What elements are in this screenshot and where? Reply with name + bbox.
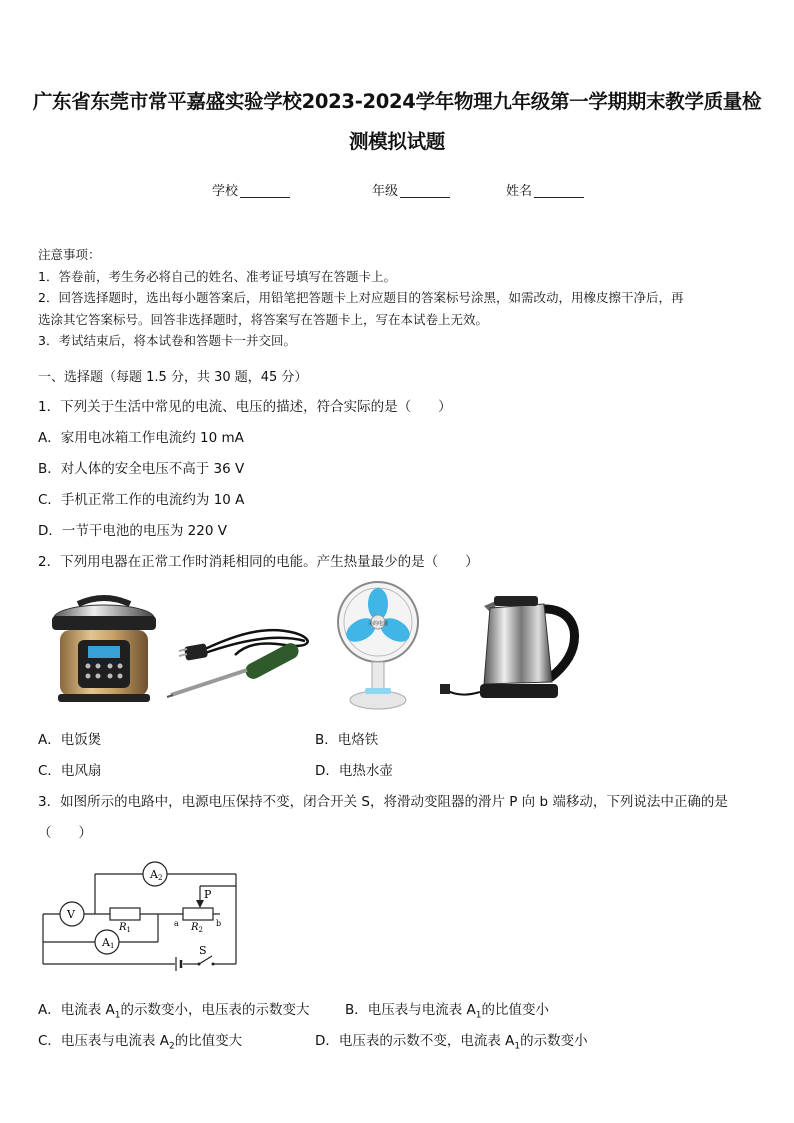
q3-option-d: D．电压表的示数不变，电流表 $A_1$的示数变小	[315, 1033, 588, 1052]
q1-option-c: C．手机正常工作的电流约为 10 A	[38, 492, 245, 508]
notes-heading: 注意事项：	[38, 247, 101, 262]
switch-s-label: S	[199, 944, 207, 957]
terminal-b-label: b	[216, 919, 222, 928]
section-heading: 一、选择题（每题 1.5 分，共 30 题，45 分）	[38, 370, 308, 385]
rice-cooker-image	[48, 590, 160, 710]
rheostat-r2-symbol	[183, 908, 213, 920]
school-label: 学校	[212, 184, 239, 199]
q3-option-b: B．电压表与电流表 $A_1$的比值变小	[345, 1002, 550, 1021]
q1-stem: 1．下列关于生活中常见的电流、电压的描述，符合实际的是（ ）	[38, 399, 452, 415]
notes-item: 3．考试结束后，将本试卷和答题卡一并交回。	[38, 333, 296, 348]
ammeter-a1-label: A1	[102, 936, 115, 950]
resistor-r1-label: $R_1$	[119, 922, 131, 934]
notes-item: 选涂其它答案标号。回答非选择题时，将答案写在答题卡上，写在本试卷上无效。	[38, 311, 489, 327]
q2-option-a: A．电饭煲	[38, 732, 102, 748]
fan-brand-label: 美的电器	[367, 621, 389, 627]
q2-option-b: B．电烙铁	[315, 732, 379, 748]
grade-label: 年级	[372, 184, 399, 199]
grade-blank	[400, 184, 450, 198]
resistor-r1-symbol	[110, 908, 140, 920]
switch-lever	[199, 956, 212, 964]
title-line-1: 广东省东莞市常平嘉盛实验学校2023-2024学年物理九年级第一学期期末教学质量检	[32, 90, 762, 113]
name-label: 姓名	[506, 184, 533, 199]
slider-arrow-icon	[196, 900, 204, 908]
notes-block	[38, 244, 763, 352]
q2-stem: 2．下列用电器在正常工作时消耗相同的电能。产生热量最少的是（ ）	[38, 554, 479, 570]
notes-item: 2．回答选择题时，选出每小题答案后，用铅笔把答题卡上对应题目的答案标号涂黑，如需改动，用橡皮擦干净后，再	[38, 290, 684, 305]
name-field	[506, 180, 584, 199]
grade-field	[372, 180, 450, 199]
electric-fan-image	[333, 580, 423, 712]
notes-item: 1．答卷前，考生务必将自己的姓名、准考证号填写在答题卡上。	[38, 268, 396, 284]
electric-kettle-image	[440, 590, 585, 708]
ammeter-a2-label: A2	[150, 868, 163, 882]
q2-option-d: D．电热水壶	[315, 763, 393, 779]
title-line-2: 测模拟试题	[348, 130, 445, 153]
q3-paren: （ ）	[38, 825, 92, 841]
page-title	[30, 82, 764, 162]
soldering-iron-image	[165, 615, 320, 700]
terminal-a-label: a	[174, 919, 179, 928]
school-field	[212, 180, 290, 199]
school-blank	[240, 184, 290, 198]
rheostat-r2-label: $R_2$	[191, 922, 203, 934]
q1-option-b: B．对人体的安全电压不高于 36 V	[38, 461, 245, 477]
q1-option-a: A．家用电冰箱工作电流约 10 mA	[38, 430, 244, 446]
slider-p-label: P	[204, 888, 212, 901]
q3-option-c: C．电压表与电流表 $A_2$的比值变大	[38, 1033, 243, 1052]
q1-option-d: D．一节干电池的电压为 220 V	[38, 523, 227, 539]
circuit-diagram	[40, 856, 245, 974]
voltmeter-label: V	[67, 908, 75, 921]
q2-option-c: C．电风扇	[38, 763, 102, 779]
q3-option-a: A．电流表 $A_1$的示数变小，电压表的示数变大	[38, 1002, 310, 1021]
name-blank	[534, 184, 584, 198]
q3-stem: 3．如图所示的电路中，电源电压保持不变，闭合开关 S，将滑动变阻器的滑片 P 向 b 端移动，下列说法中正确的是	[38, 794, 728, 810]
